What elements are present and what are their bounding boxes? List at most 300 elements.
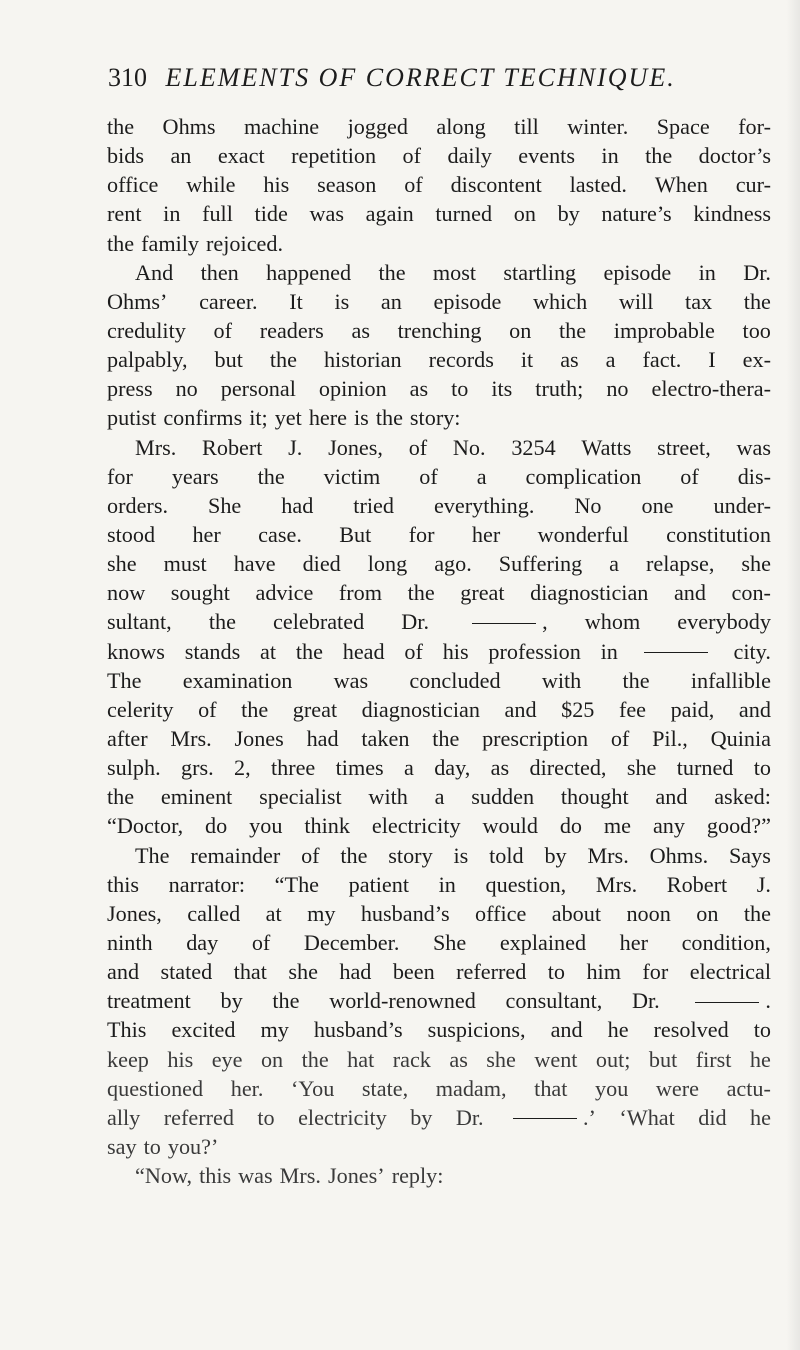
word: exact bbox=[217, 143, 265, 169]
word: to bbox=[143, 1133, 161, 1159]
word: the bbox=[257, 463, 285, 489]
word: consultant, bbox=[505, 988, 603, 1014]
word: “The bbox=[274, 871, 320, 897]
word: great bbox=[292, 696, 338, 722]
word: turned bbox=[435, 201, 493, 227]
word: nature’s bbox=[601, 201, 672, 227]
word: day, bbox=[434, 755, 471, 781]
body-text bbox=[107, 112, 771, 1190]
text-line bbox=[107, 258, 771, 287]
word: long bbox=[367, 551, 408, 577]
word: in bbox=[601, 143, 619, 169]
word: Dr. bbox=[631, 988, 660, 1014]
word: “Doctor, bbox=[107, 813, 184, 839]
word: She bbox=[432, 929, 467, 955]
word: years bbox=[171, 463, 219, 489]
word: most bbox=[432, 259, 477, 285]
blank-dash bbox=[644, 652, 708, 653]
word: of bbox=[419, 463, 438, 489]
word: great bbox=[460, 580, 505, 606]
word: of bbox=[251, 929, 271, 955]
word: a bbox=[476, 463, 487, 489]
word: no bbox=[606, 376, 629, 402]
word: my bbox=[307, 900, 336, 926]
word: constitution bbox=[666, 521, 771, 547]
word: I bbox=[708, 347, 716, 373]
word: had bbox=[339, 959, 372, 985]
word: an bbox=[380, 288, 402, 314]
word: wonderful bbox=[537, 521, 629, 547]
word: the bbox=[622, 667, 650, 693]
word: kindness bbox=[693, 201, 771, 227]
word: me bbox=[603, 813, 632, 839]
word: treatment bbox=[107, 988, 191, 1014]
word: she bbox=[486, 1046, 516, 1072]
word: credulity bbox=[107, 317, 186, 343]
word: questioned bbox=[107, 1075, 204, 1101]
word: of bbox=[198, 696, 217, 722]
word: along bbox=[436, 114, 486, 139]
word: winter. bbox=[567, 114, 629, 139]
word: on bbox=[260, 1046, 284, 1072]
word: Mrs. bbox=[135, 434, 177, 460]
word: Mrs. bbox=[587, 842, 629, 868]
text-line bbox=[107, 870, 771, 899]
text-line bbox=[107, 112, 771, 141]
word: the bbox=[645, 143, 673, 169]
word: Jones, bbox=[107, 900, 162, 926]
word: on bbox=[513, 201, 536, 227]
word: remainder bbox=[190, 842, 281, 868]
word: had bbox=[306, 725, 339, 751]
word: putist bbox=[107, 405, 157, 431]
word: J. bbox=[288, 434, 303, 460]
word: When bbox=[654, 172, 708, 198]
word: think bbox=[304, 813, 350, 839]
text-line bbox=[107, 229, 771, 258]
word: Ohms. bbox=[649, 842, 709, 868]
word: The bbox=[135, 842, 170, 868]
word: dis- bbox=[737, 463, 771, 489]
word: celerity bbox=[107, 696, 174, 722]
word: This bbox=[107, 1017, 147, 1043]
word: as bbox=[351, 317, 370, 343]
word: had bbox=[281, 492, 314, 518]
word: doctor’s bbox=[698, 143, 771, 169]
text-line bbox=[107, 170, 771, 199]
word: improbable bbox=[613, 317, 715, 343]
word: the bbox=[107, 784, 135, 810]
word: have bbox=[233, 551, 276, 577]
word: of bbox=[680, 463, 699, 489]
word: and bbox=[504, 696, 537, 722]
word: Jones bbox=[234, 725, 284, 751]
text-line bbox=[107, 520, 771, 549]
word: everything. bbox=[433, 492, 535, 518]
word: with bbox=[541, 667, 582, 693]
word: must bbox=[163, 551, 207, 577]
word: by bbox=[220, 988, 243, 1014]
word: will bbox=[618, 288, 654, 314]
word: the bbox=[269, 347, 297, 373]
word: specialist bbox=[259, 784, 342, 810]
word: the bbox=[743, 288, 771, 314]
word: out; bbox=[595, 1046, 631, 1072]
word: now bbox=[107, 580, 146, 606]
word: as bbox=[560, 347, 579, 373]
word: repetition bbox=[291, 143, 377, 169]
word: three bbox=[270, 755, 316, 781]
word: for bbox=[642, 959, 669, 985]
word: Says bbox=[728, 842, 771, 868]
word: eye bbox=[211, 1046, 243, 1072]
word: electricity bbox=[298, 1104, 387, 1130]
word: discontent bbox=[450, 172, 542, 198]
word: sought bbox=[170, 580, 230, 606]
word: electrical bbox=[689, 959, 771, 985]
word: he bbox=[607, 1017, 629, 1043]
text-line bbox=[107, 724, 771, 753]
word: were bbox=[655, 1075, 699, 1101]
word: excited bbox=[171, 1017, 236, 1043]
word: my bbox=[260, 1017, 289, 1043]
word: one bbox=[641, 492, 674, 518]
word: office bbox=[107, 172, 159, 198]
word: any bbox=[652, 813, 685, 839]
word: , bbox=[466, 607, 548, 636]
word: and bbox=[655, 784, 688, 810]
word: referred bbox=[456, 959, 527, 985]
word: J. bbox=[756, 871, 771, 897]
word: here bbox=[308, 405, 347, 431]
word: she bbox=[741, 551, 771, 577]
word: stood bbox=[107, 521, 156, 547]
word: as bbox=[409, 376, 429, 402]
word: asked: bbox=[714, 784, 771, 810]
word: of bbox=[610, 725, 630, 751]
word: on bbox=[696, 900, 719, 926]
word: fee bbox=[618, 696, 647, 722]
word: profession bbox=[488, 638, 581, 664]
text-line bbox=[107, 491, 771, 520]
word: rent bbox=[107, 201, 142, 227]
word: was bbox=[736, 434, 771, 460]
word: world-renowned bbox=[329, 988, 476, 1014]
word: after bbox=[107, 725, 148, 751]
word: lasted. bbox=[569, 172, 627, 198]
word: its bbox=[491, 376, 513, 402]
word: fact. bbox=[642, 347, 682, 373]
word: did bbox=[698, 1104, 727, 1130]
word: a bbox=[609, 551, 620, 577]
word: press bbox=[107, 376, 153, 402]
word: for- bbox=[738, 114, 771, 139]
blank-dash bbox=[513, 1118, 577, 1119]
word: for bbox=[408, 521, 435, 547]
word: the bbox=[340, 842, 368, 868]
word: rack bbox=[392, 1046, 431, 1072]
word: by bbox=[557, 201, 580, 227]
word: celebrated bbox=[273, 609, 365, 635]
page-number: 310 bbox=[108, 63, 147, 92]
text-line bbox=[107, 637, 771, 666]
word: No. bbox=[452, 434, 486, 460]
word: 2, bbox=[233, 755, 251, 781]
word: referred bbox=[163, 1104, 234, 1130]
text-line bbox=[107, 811, 771, 840]
word: is bbox=[354, 405, 369, 431]
word: ninth bbox=[107, 929, 153, 955]
word: sultant, bbox=[107, 609, 172, 635]
text-line bbox=[107, 549, 771, 578]
word: “Now, bbox=[135, 1163, 193, 1189]
word: sudden bbox=[471, 784, 535, 810]
word: advice bbox=[255, 580, 314, 606]
word: everybody bbox=[677, 609, 771, 635]
word: of bbox=[301, 842, 320, 868]
text-line bbox=[107, 841, 771, 870]
word: The bbox=[107, 667, 142, 693]
word: the bbox=[407, 580, 435, 606]
word: keep bbox=[107, 1046, 149, 1072]
word: whom bbox=[584, 609, 641, 635]
word: cur- bbox=[735, 172, 771, 198]
word: of bbox=[408, 434, 428, 460]
word: was bbox=[333, 667, 369, 693]
text-line bbox=[107, 1103, 771, 1132]
word: ex- bbox=[742, 347, 771, 373]
word: explained bbox=[499, 929, 587, 955]
word: career. bbox=[199, 288, 258, 314]
word: the bbox=[559, 317, 587, 343]
text-line bbox=[107, 199, 771, 228]
word: Mrs. bbox=[595, 871, 638, 897]
word: rejoiced. bbox=[206, 230, 284, 256]
word: in bbox=[600, 638, 618, 664]
word: con- bbox=[731, 580, 771, 606]
word: it; bbox=[249, 405, 268, 431]
word: Ohms’ bbox=[107, 288, 168, 314]
word: tide bbox=[254, 201, 288, 227]
blank-dash bbox=[472, 623, 536, 624]
word: this bbox=[107, 871, 140, 897]
text-line bbox=[107, 374, 771, 403]
word: complication bbox=[525, 463, 642, 489]
word: hat bbox=[347, 1046, 375, 1072]
word: in bbox=[438, 871, 456, 897]
word: her. bbox=[230, 1075, 264, 1101]
word: her bbox=[471, 521, 501, 547]
word: went bbox=[534, 1046, 578, 1072]
word: city. bbox=[733, 638, 771, 664]
word: as bbox=[490, 755, 510, 781]
text-line bbox=[107, 782, 771, 811]
word: palpably, bbox=[107, 347, 188, 373]
word: December. bbox=[303, 929, 400, 955]
word: $25 bbox=[561, 696, 595, 722]
word: story bbox=[388, 842, 433, 868]
word: ‘What bbox=[619, 1104, 675, 1130]
word: She bbox=[207, 492, 242, 518]
word: truth; bbox=[535, 376, 584, 402]
word: to bbox=[753, 1017, 771, 1043]
word: Space bbox=[656, 114, 710, 139]
text-line bbox=[107, 316, 771, 345]
text-line bbox=[107, 899, 771, 928]
word: his bbox=[167, 1046, 194, 1072]
word: that bbox=[233, 959, 267, 985]
word: sulph. bbox=[107, 755, 161, 781]
word: paid, bbox=[670, 696, 715, 722]
word: you bbox=[249, 813, 283, 839]
word: confirms bbox=[163, 405, 243, 431]
word: of bbox=[404, 638, 423, 664]
word: by bbox=[410, 1104, 433, 1130]
word: no bbox=[175, 376, 198, 402]
word: jogged bbox=[347, 114, 408, 139]
word: from bbox=[338, 580, 383, 606]
word: is bbox=[334, 288, 350, 314]
word: in bbox=[163, 201, 181, 227]
word: you?’ bbox=[167, 1133, 219, 1159]
page-edge-shadow bbox=[786, 0, 800, 1350]
word: the bbox=[107, 114, 135, 139]
word bbox=[638, 637, 714, 666]
text-line bbox=[107, 462, 771, 491]
word: it bbox=[520, 347, 534, 373]
word: died bbox=[302, 551, 341, 577]
word: the bbox=[378, 259, 406, 285]
word: with bbox=[368, 784, 408, 810]
word: Ohms bbox=[162, 114, 216, 139]
word: case. bbox=[258, 521, 302, 547]
word: day bbox=[186, 929, 219, 955]
word: but bbox=[214, 347, 243, 373]
word: state, bbox=[361, 1075, 409, 1101]
word: for bbox=[107, 463, 133, 489]
word: at bbox=[265, 900, 282, 926]
text-line bbox=[107, 433, 771, 462]
word: reply: bbox=[391, 1163, 444, 1189]
word: infallible bbox=[690, 667, 771, 693]
word: him bbox=[586, 959, 621, 985]
text-line bbox=[107, 1161, 771, 1190]
text-line bbox=[107, 287, 771, 316]
word: concluded bbox=[409, 667, 501, 693]
text-line bbox=[107, 1132, 771, 1161]
word: an bbox=[170, 143, 192, 169]
word: ago. bbox=[434, 551, 472, 577]
word: this bbox=[199, 1163, 232, 1189]
word: full bbox=[202, 201, 233, 227]
word: while bbox=[186, 172, 236, 198]
word: Dr. bbox=[743, 259, 771, 285]
text-line bbox=[107, 957, 771, 986]
text-line bbox=[107, 753, 771, 782]
word: the bbox=[208, 609, 236, 635]
word: say bbox=[107, 1133, 137, 1159]
word: told bbox=[489, 842, 524, 868]
word: ‘You bbox=[290, 1075, 335, 1101]
word: Jones, bbox=[328, 434, 383, 460]
text-line bbox=[107, 1045, 771, 1074]
word: by bbox=[544, 842, 567, 868]
word: the bbox=[301, 1046, 329, 1072]
word: condition, bbox=[681, 929, 771, 955]
word: records bbox=[428, 347, 494, 373]
word: diagnostician bbox=[530, 580, 649, 606]
word: do bbox=[559, 813, 583, 839]
word: till bbox=[514, 114, 539, 139]
word: his bbox=[442, 638, 469, 664]
word: personal bbox=[220, 376, 296, 402]
word: narrator: bbox=[168, 871, 246, 897]
word: Suffering bbox=[498, 551, 583, 577]
word: 3254 bbox=[511, 434, 556, 460]
word: about bbox=[551, 900, 602, 926]
word: her bbox=[619, 929, 648, 955]
word: trenching bbox=[397, 317, 482, 343]
word: question, bbox=[485, 871, 567, 897]
word: under- bbox=[713, 492, 771, 518]
word: of bbox=[402, 143, 422, 169]
word: tax bbox=[685, 288, 713, 314]
text-line bbox=[107, 1074, 771, 1103]
word: he bbox=[750, 1104, 771, 1130]
text-line bbox=[107, 578, 771, 607]
word: called bbox=[187, 900, 241, 926]
word: and bbox=[550, 1017, 583, 1043]
word: again bbox=[365, 201, 414, 227]
word: then bbox=[200, 259, 239, 285]
word: turned bbox=[676, 755, 734, 781]
word: Pil., bbox=[652, 725, 688, 751]
text-line bbox=[107, 928, 771, 957]
word: . bbox=[689, 986, 771, 1015]
word: relapse, bbox=[646, 551, 715, 577]
word: But bbox=[339, 521, 372, 547]
word: to bbox=[547, 959, 566, 985]
word: daily bbox=[447, 143, 492, 169]
word: of bbox=[213, 317, 233, 343]
word: you bbox=[595, 1075, 629, 1101]
word: the bbox=[241, 696, 269, 722]
word: Watts bbox=[581, 434, 632, 460]
word: and bbox=[107, 959, 140, 985]
word: do bbox=[205, 813, 228, 839]
word: been bbox=[392, 959, 435, 985]
word: historian bbox=[323, 347, 402, 373]
word: husband’s bbox=[313, 1017, 403, 1043]
word: Robert bbox=[202, 434, 263, 460]
word: at bbox=[260, 638, 277, 664]
running-title: ELEMENTS OF CORRECT TECHNIQUE. bbox=[165, 63, 676, 92]
word: was bbox=[238, 1163, 273, 1189]
word: thought bbox=[560, 784, 629, 810]
word: eminent bbox=[160, 784, 233, 810]
word: electro-thera- bbox=[651, 376, 771, 402]
word: knows bbox=[107, 638, 165, 664]
word: season bbox=[317, 172, 377, 198]
word: machine bbox=[244, 114, 320, 139]
word: stated bbox=[160, 959, 213, 985]
word: yet bbox=[274, 405, 302, 431]
word: episode bbox=[433, 288, 502, 314]
word: Dr. bbox=[401, 609, 429, 635]
word: family bbox=[141, 230, 200, 256]
word: her bbox=[192, 521, 221, 547]
word: of bbox=[404, 172, 423, 198]
